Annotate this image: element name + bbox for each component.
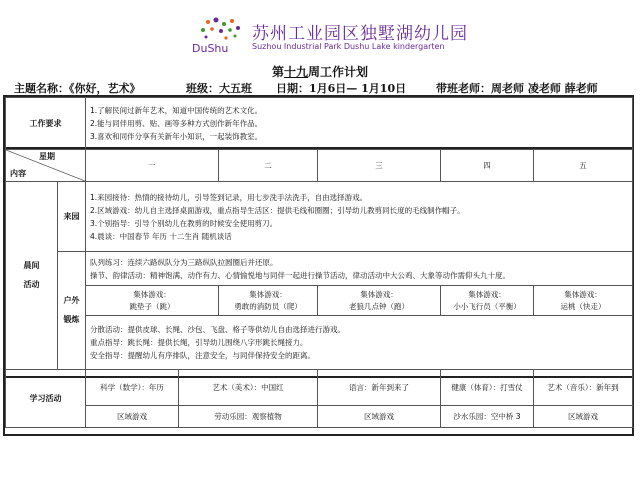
learning-activities-label: 学习活动	[6, 370, 86, 428]
learning-row	[6, 370, 633, 406]
work-requirements-content	[86, 98, 633, 150]
list-item: 队列练习：连续六路纵队分为三路纵队拉圆圈后并还原。	[90, 257, 278, 267]
morning-activities-label: 晨间 活动	[6, 182, 58, 370]
list-item: 1.了解民间过新年艺术，知道中国传统的艺术文化。	[90, 106, 263, 115]
school-name-en: Suzhou Industrial Park Dushu Lake kindergarten	[252, 42, 445, 51]
learning-cell: 沙水乐园：空中桥 3	[441, 406, 534, 428]
outdoor-intro-content	[86, 252, 633, 286]
group-game-cell: 集体游戏： 运桃（快走）	[534, 286, 633, 316]
list-item: 3.喜欢和同伴分享有关新年小知识，一起装饰教室。	[90, 132, 263, 141]
group-game-cell: 集体游戏： 小小飞行员（平衡）	[441, 286, 534, 316]
outdoor-intro-row	[6, 252, 633, 286]
work-requirements-label: 工作要求	[6, 98, 86, 150]
list-item: 1.来园接待：热情的接待幼儿，引导签到记录，用七步洗手法洗手，自由选择游戏。	[90, 192, 368, 202]
theme-name: 主题名称：《你好，艺术》	[14, 82, 141, 95]
week-header-corner	[6, 150, 86, 182]
learning-cell: 健康（体育）：打雪仗	[441, 370, 534, 406]
weekly-plan-table	[5, 97, 633, 428]
arrival-row	[6, 182, 633, 252]
school-logo	[188, 16, 468, 56]
outdoor-guidance-row	[6, 316, 633, 370]
list-item: 2.区域游戏：幼儿自主选择桌面游戏，重点指导生活区：提供毛线和圈圈；引导幼儿教剪同长度的毛线制作帽子。	[90, 205, 465, 215]
learning-row-2	[6, 406, 633, 428]
page-title: 第十九周工作计划	[271, 65, 369, 79]
svg-text:DuShu: DuShu	[192, 42, 229, 55]
arrival-label: 来园	[58, 182, 86, 252]
learning-cell: 区域游戏	[318, 406, 441, 428]
list-item: 操节、韵律活动：精神饱满、动作有力、心情愉悦地与同伴一起进行操节活动，律动活动中大公鸡、大象等动作需仰头九十度。	[90, 270, 510, 280]
learning-cell: 艺术（音乐）：新年到	[534, 370, 633, 406]
corner-label-content: 内容	[10, 168, 26, 179]
learning-cell: 区域游戏	[86, 406, 179, 428]
list-item: 重点指导：跳长绳：提供长绳，引导幼儿围绕八字形跳长绳接力。	[90, 338, 308, 347]
day-header: 一	[86, 150, 219, 182]
corner-label-weekday: 星期	[39, 151, 55, 161]
group-game-cell: 集体游戏： 老狼几点钟（跑）	[318, 286, 441, 316]
learning-cell: 劳动乐园：观察植物	[179, 406, 318, 428]
learning-cell: 艺术（美术）：中国红	[179, 370, 318, 406]
teachers: 带班老师：周老师 凌老师 薛老师	[436, 82, 598, 95]
group-games-row	[6, 286, 633, 316]
date-range: 日期：1月6日— 1月10日	[276, 82, 407, 95]
day-header: 三	[318, 150, 441, 182]
week-header-row	[6, 150, 633, 182]
list-item: 分散活动：提供皮球、长绳、沙包、飞盘、格子等供幼儿自由选择进行游戏。	[90, 325, 345, 334]
group-game-cell: 集体游戏： 跳垫子（跳）	[86, 286, 219, 316]
learning-cell: 语言：新年到来了	[318, 370, 441, 406]
learning-cell: 区域游戏	[534, 406, 633, 428]
group-game-cell: 集体游戏： 勇敢的消防员（爬）	[219, 286, 318, 316]
outdoor-guidance-content	[86, 316, 633, 370]
week-number: 十九	[283, 65, 308, 79]
work-requirements-row	[6, 98, 633, 150]
class-name: 班级：大五班	[186, 82, 252, 95]
day-header: 二	[219, 150, 318, 182]
list-item: 4.晨谈：中国春节 年历 十二生肖 随机谈话	[90, 231, 232, 241]
list-item: 安全指导：提醒幼儿有序排队，注意安全，与同伴保持安全的距离。	[90, 351, 315, 360]
school-name-cn: 苏州工业园区独墅湖幼儿园	[252, 24, 468, 44]
outdoor-exercise-label: 户外 锻炼	[58, 252, 86, 370]
list-item: 2.能与同伴用剪、贴、画等多种方式创作新年作品。	[90, 119, 263, 128]
day-header: 五	[534, 150, 633, 182]
list-item: 3.个别指导：引导个别幼儿在教剪的时候安全使用剪刀。	[90, 218, 278, 228]
learning-cell: 科学（数学）：年历	[86, 370, 179, 406]
day-header: 四	[441, 150, 534, 182]
school-logo-icon	[188, 16, 250, 56]
arrival-content	[86, 182, 633, 252]
